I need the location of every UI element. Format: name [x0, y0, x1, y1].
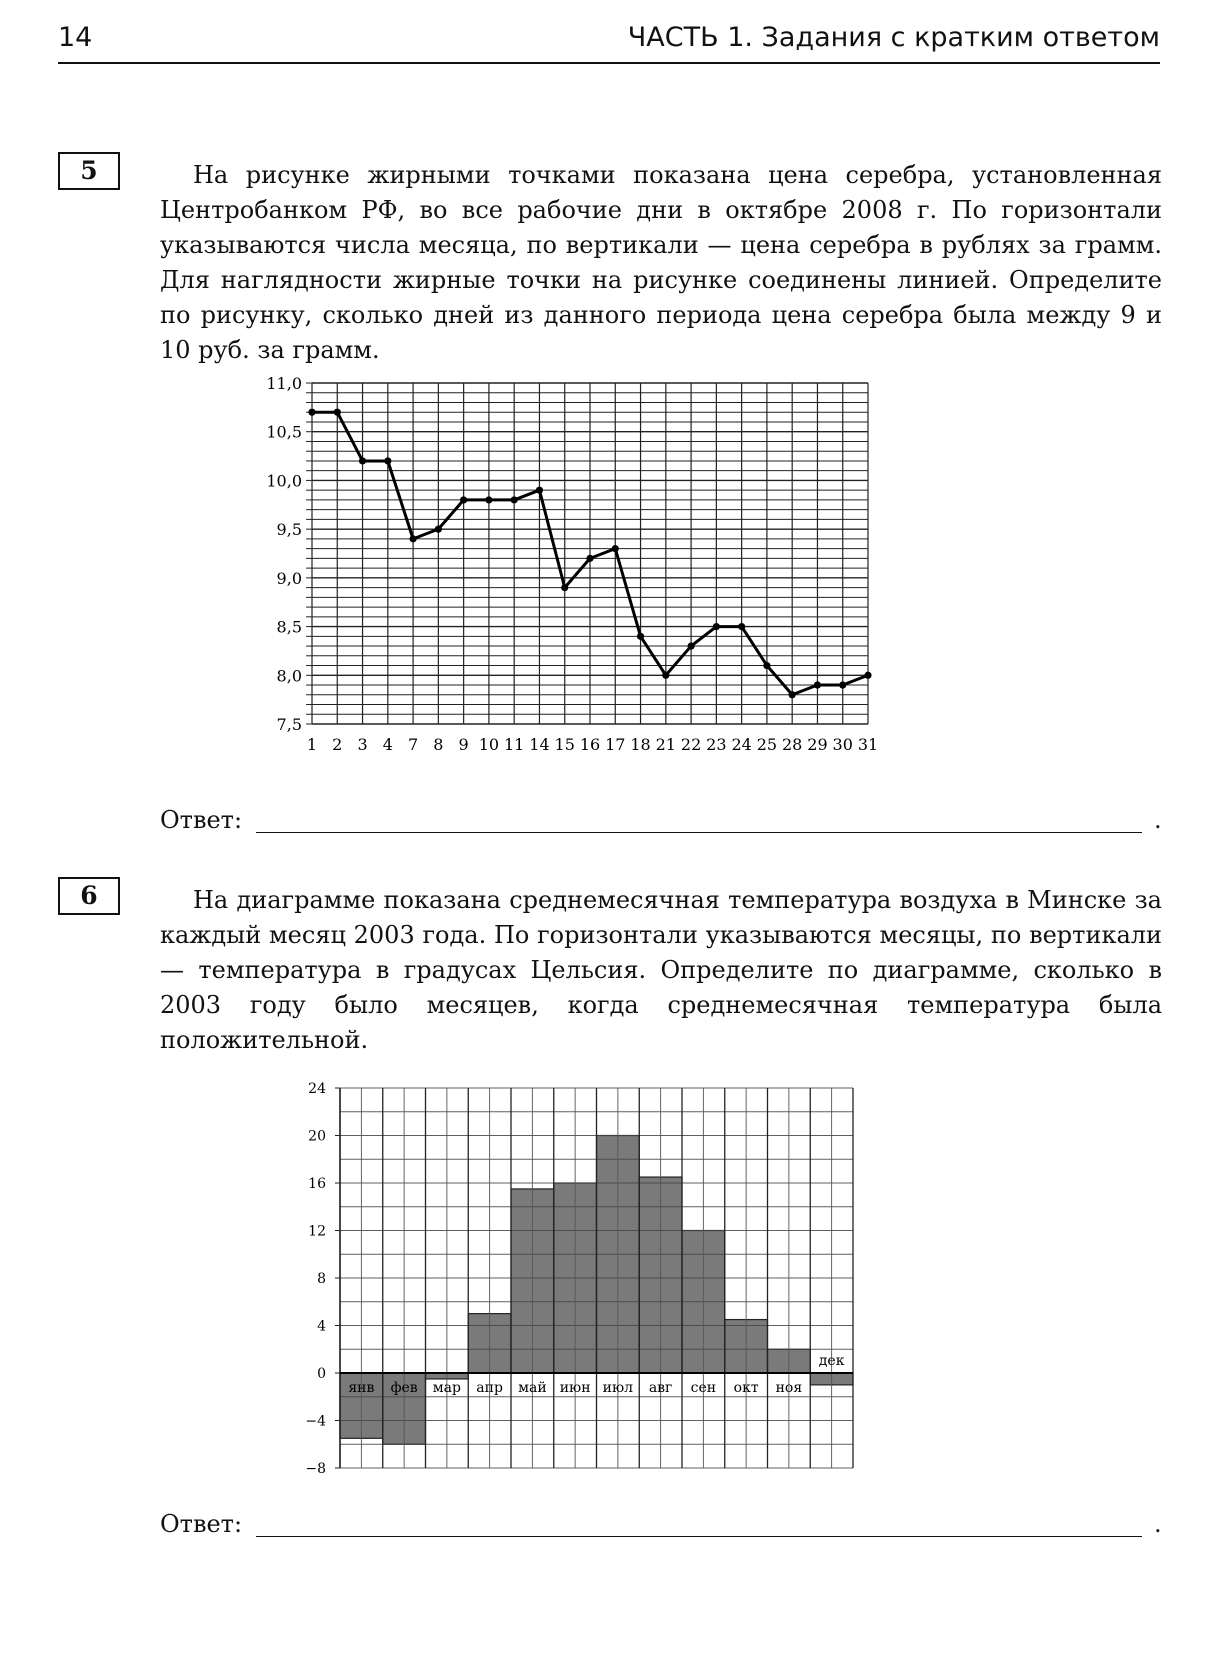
page-number: 14 — [58, 22, 93, 53]
price-data-point — [637, 633, 644, 640]
month-label: июн — [559, 1380, 591, 1396]
month-label: дек — [818, 1353, 845, 1369]
month-label: авг — [648, 1380, 673, 1396]
running-head: ЧАСТЬ 1. Задания с кратким ответом — [627, 22, 1160, 53]
task-6-answer — [160, 1510, 1170, 1540]
price-data-point — [839, 681, 846, 688]
month-label: май — [518, 1380, 547, 1396]
month-label: фев — [390, 1380, 418, 1396]
task-6-answer-end: . — [1154, 1510, 1162, 1538]
task-5-answer-label: Ответ: — [160, 806, 243, 834]
x-tick-label: 31 — [857, 735, 879, 754]
price-data-point — [687, 642, 694, 649]
month-label: мар — [432, 1380, 461, 1396]
task-6-number: 6 — [58, 877, 120, 915]
x-tick-label: 9 — [458, 735, 469, 754]
x-tick-label: 3 — [357, 735, 368, 754]
y-tick-label: 10,0 — [266, 471, 302, 491]
price-data-point — [814, 681, 821, 688]
y-tick-label: 8,0 — [276, 666, 302, 686]
x-tick-label: 8 — [433, 735, 444, 754]
y-tick-label: 16 — [308, 1176, 326, 1192]
y-tick-label: 12 — [308, 1223, 326, 1240]
price-data-point — [763, 662, 770, 669]
month-label: июл — [602, 1380, 634, 1396]
price-data-point — [334, 409, 341, 416]
price-data-point — [612, 545, 619, 552]
y-tick-label: 8 — [317, 1271, 326, 1287]
y-tick-label: 4 — [317, 1318, 326, 1335]
y-tick-label: 20 — [308, 1128, 326, 1145]
task-5-answer-end: . — [1154, 806, 1162, 834]
price-data-point — [460, 496, 467, 503]
task-5-text: На рисунке жирными точками показана цена серебра, установленная Центробанком РФ, во все рабочие дни в октябре 2008 г. По горизонтали указываются числа месяца, по вертикали — цена серебра в рублях за грамм. Для наглядности жирные точки на рисунке соединены линией. Определите по рисунку, сколько дней из данного периода цена серебра была между 9 и 10 руб. за грамм. — [160, 161, 1162, 364]
y-tick-label: 9,0 — [276, 568, 302, 588]
price-data-point — [586, 555, 593, 562]
price-data-point — [359, 457, 366, 464]
x-tick-label: 22 — [680, 735, 702, 754]
y-tick-label: 7,5 — [276, 715, 302, 734]
price-data-point — [308, 409, 315, 416]
x-tick-label: 4 — [382, 735, 393, 754]
price-data-point — [662, 672, 669, 679]
x-tick-label: 2 — [332, 735, 343, 754]
price-data-point — [536, 487, 543, 494]
x-tick-label: 18 — [630, 735, 651, 754]
x-tick-label: 25 — [756, 735, 778, 754]
task-5-answer-line[interactable] — [256, 832, 1142, 833]
x-tick-label: 21 — [655, 735, 676, 754]
y-tick-label: 11,0 — [266, 374, 302, 393]
x-tick-label: 7 — [407, 735, 419, 754]
x-tick-label: 10 — [478, 735, 500, 754]
price-data-point — [789, 691, 796, 698]
month-label: ноя — [775, 1380, 803, 1396]
price-data-point — [713, 623, 720, 630]
x-tick-label: 15 — [554, 735, 575, 754]
task-6-answer-label: Ответ: — [160, 1510, 243, 1538]
x-tick-label: 24 — [731, 735, 752, 754]
price-data-point — [511, 496, 518, 503]
month-label: сен — [690, 1380, 717, 1396]
x-tick-label: 17 — [605, 735, 626, 754]
price-data-point — [561, 584, 568, 591]
y-tick-label: −4 — [305, 1413, 326, 1430]
y-tick-label: 9,5 — [276, 520, 302, 540]
price-data-point — [485, 496, 492, 503]
x-tick-label: 11 — [504, 735, 525, 754]
x-tick-label: 14 — [529, 735, 550, 754]
x-tick-label: 28 — [782, 735, 803, 754]
month-label: апр — [476, 1380, 503, 1396]
price-data-point — [409, 535, 416, 542]
x-tick-label: 29 — [807, 735, 828, 754]
x-tick-label: 30 — [832, 735, 853, 754]
task-5-number: 5 — [58, 152, 120, 190]
x-tick-label: 1 — [306, 735, 318, 754]
month-label: янв — [348, 1380, 375, 1396]
task-5-answer — [160, 806, 1170, 836]
month-label: окт — [733, 1380, 759, 1396]
price-data-point — [435, 526, 442, 533]
y-tick-label: 8,5 — [276, 617, 302, 637]
task-6-text: На диаграмме показана среднемесячная температура воздуха в Минске за каждый месяц 2003 года. По горизонтали указываются месяцы, по вертикали — температура в градусах Цельсия. Определите по диаграмме, сколько в 2003 году было месяцев, когда среднемесячная температура была положительной. — [160, 886, 1162, 1054]
y-tick-label: 0 — [317, 1366, 326, 1382]
x-tick-label: 16 — [579, 735, 601, 754]
y-tick-label: 10,5 — [266, 422, 302, 442]
task-6-answer-line[interactable] — [256, 1536, 1142, 1537]
y-tick-label: 24 — [308, 1081, 326, 1097]
x-tick-label: 23 — [706, 735, 727, 754]
y-tick-label: −8 — [305, 1461, 326, 1477]
price-data-point — [738, 623, 745, 630]
price-data-point — [864, 672, 871, 679]
price-data-point — [384, 457, 391, 464]
